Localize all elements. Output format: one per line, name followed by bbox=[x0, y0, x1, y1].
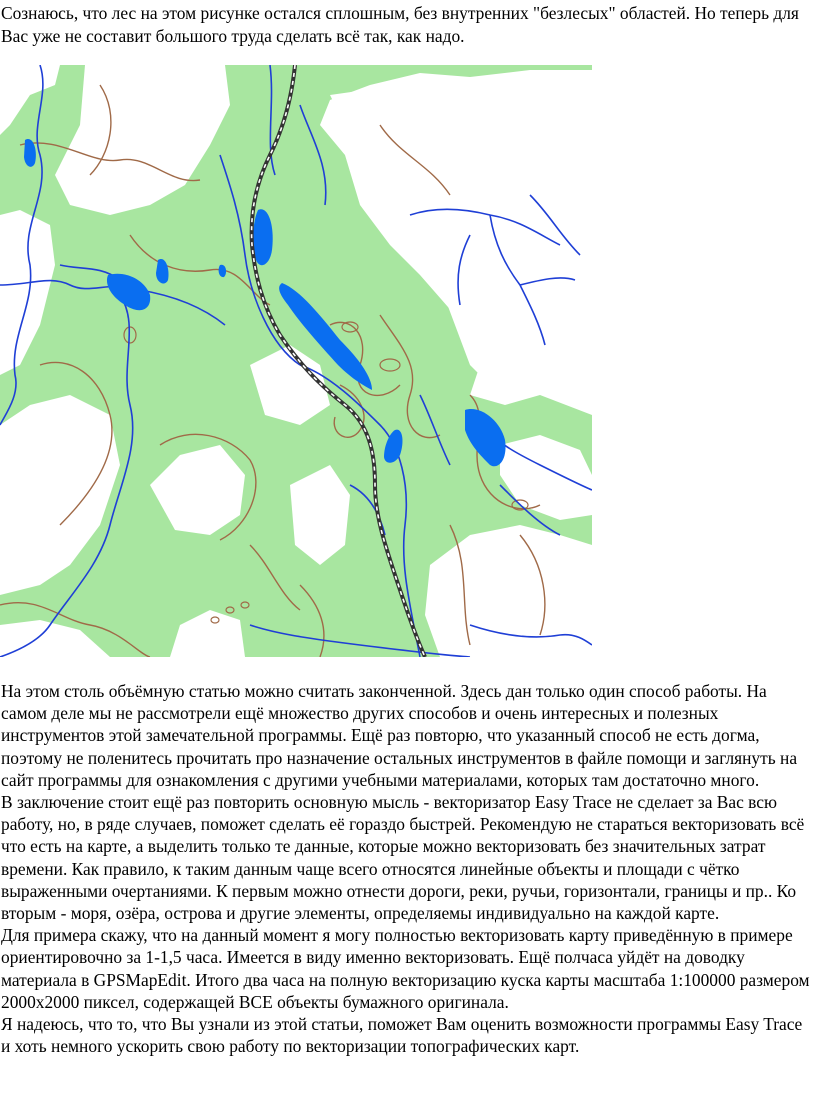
intro-text: Сознаюсь, что лес на этом рисунке остался сплошным, без внутренних "безлесых" областей. Но теперь для Вас уже не составит большого труда сделать всё так, как надо. bbox=[1, 3, 799, 46]
paragraph-conclusion: На этом столь объёмную статью можно считать законченной. Здесь дан только один способ работы. На самом деле мы не рассмотрели ещё множество других способов и очень интересных и полезных инструментов этой замечательной программы. Ещё раз повторю, что указанный способ не есть догма, поэтому не поленитесь прочитать про назначение остальных инструментов в файле помощи и заглянуть на сайт программы для ознакомления с другими учебными материалами, которых там достаточно много. bbox=[1, 681, 798, 790]
paragraph-example: Для примера скажу, что на данный момент я могу полностью векторизовать карту приведённую в примере ориентировочно за 1-1,5 часа. Имеется в виду именно векторизовать. Ещё полчаса уйдёт на доводку материала в GPSMapEdit. Итого два часа на полную векторизацию куска карты масштаба 1:100000 размером 2000х2000 пиксел, содержащей ВСЕ объекты бумажного оригинала. bbox=[1, 925, 810, 1012]
paragraph-main-idea: В заключение стоит ещё раз повторить основную мысль - векторизатор Easy Trace не сделает за Вас всю работу, но, в ряде случаев, поможет сделать её гораздо быстрей. Рекомендую не стараться векторизовать всё что есть на карте, а выделить только те данные, которые можно векторизовать без значительных затрат времени. Как правило, к таким данным чаще всего относятся линейные объекты и площади с чётко выраженными очертаниями. К первым можно отнести дороги, реки, ручьи, горизонтали, границы и пр.. Ко вторым - моря, озёра, острова и другие элементы, определяемы индивидуально на каждой карте. bbox=[1, 792, 805, 924]
paragraph-closing: Я надеюсь, что то, что Вы узнали из этой статьи, поможет Вам оценить возможности программы Easy Trace и хоть немного ускорить свою работу по векторизации топографических карт. bbox=[1, 1014, 803, 1057]
topographic-map bbox=[0, 65, 592, 657]
body-text bbox=[1, 680, 814, 1057]
